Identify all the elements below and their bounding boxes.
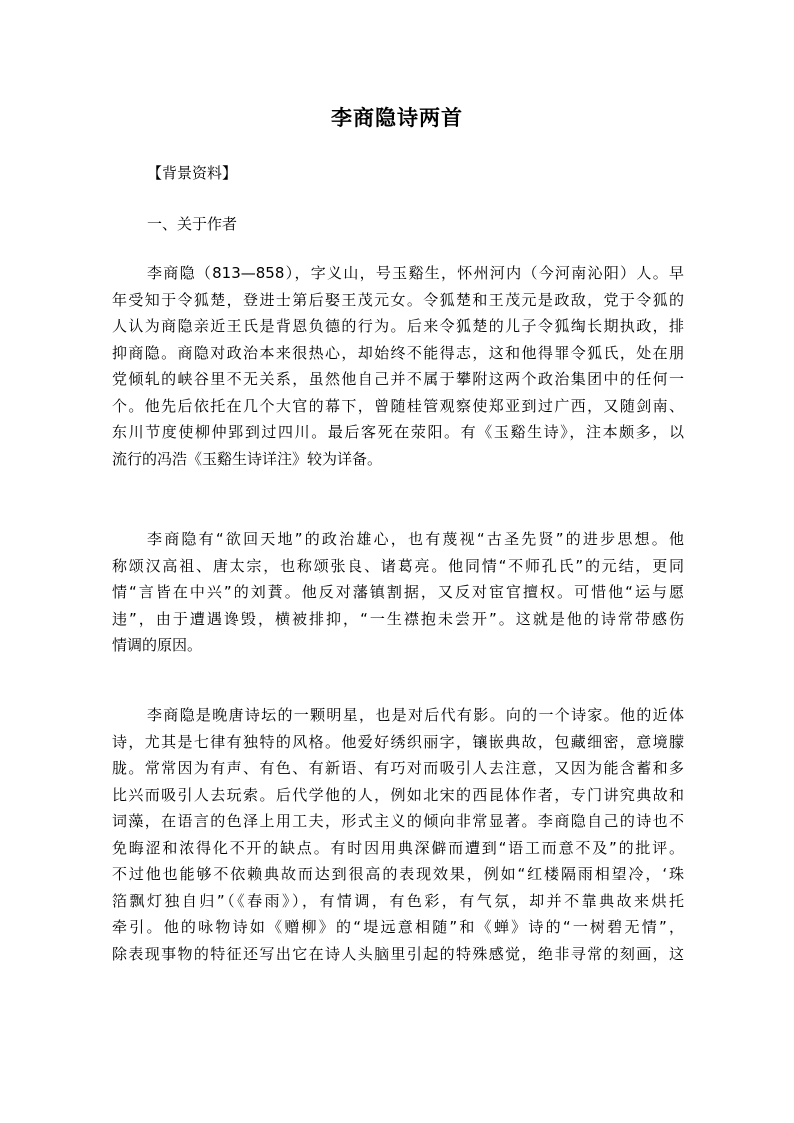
- paragraph-poetic-style: [112, 702, 684, 967]
- paragraph-author-bio: [112, 260, 684, 472]
- paragraph-line: 比兴而吸引人去玩索。后代学他的人，例如北宋的西昆体作者，专门讲究典故和: [112, 785, 684, 804]
- paragraph-line: 除表现事物的特征还写出它在诗人头脑里引起的特殊感觉，绝非寻常的刻画，这: [112, 944, 684, 963]
- paragraph-line: 免晦涩和浓得化不开的缺点。有时因用典深僻而遭到“语工而意不及”的批评。: [112, 838, 684, 857]
- paragraph-line: 称颂汉高祖、唐太宗，也称颂张良、诸葛亮。他同情“不师孔氏”的元结，更同: [112, 556, 684, 575]
- paragraph-line: 个。他先后依托在几个大官的幕下，曾随桂管观察使郑亚到过广西，又随剑南、: [112, 396, 684, 415]
- section-heading-background: 【背景资料】: [147, 164, 238, 182]
- paragraph-line: 违”，由于遭遇谗毁，横被排抑，“一生襟抱未尝开”。这就是他的诗常带感伤: [112, 609, 684, 628]
- paragraph-line: 抑商隐。商隐对政治本来很热心，却始终不能得志，这和他得罪令狐氏，处在朋: [112, 343, 684, 362]
- paragraph-line: 李商隐是晚唐诗坛的一颗明星，也是对后代有影。向的一个诗家。他的近体: [147, 706, 684, 724]
- paragraph-line: 箔飘灯独自归”（《春雨》），有情调，有色彩，有气氛，却并不靠典故来烘托: [112, 891, 684, 910]
- paragraph-line: 情“言皆在中兴”的刘蕡。他反对藩镇割据，又反对宦官擅权。可惜他“运与愿: [112, 583, 684, 601]
- paragraph-line: 人认为商隐亲近王氏是背恩负德的行为。后来令狐楚的儿子令狐绹长期执政，排: [112, 317, 684, 335]
- paragraph-line: 牵引。他的咏物诗如《赠柳》的“堤远意相随”和《蝉》诗的“一树碧无情”，: [112, 918, 684, 936]
- paragraph-line: 年受知于令狐楚，登进士第后娶王茂元女。令狐楚和王茂元是政敌，党于令狐的: [112, 290, 684, 309]
- paragraph-line: 流行的冯浩《玉谿生诗详注》较为详备。: [112, 449, 383, 468]
- paragraph-line: 党倾轧的峡谷里不无关系，虽然他自己并不属于攀附这两个政治集团中的任何一: [112, 370, 684, 388]
- subsection-heading-about-author: 一、关于作者: [147, 215, 238, 233]
- paragraph-political-ambition: [112, 526, 684, 659]
- paragraph-line: 东川节度使柳仲郢到过四川。最后客死在荥阳。有《玉谿生诗》，注本颇多，以: [112, 423, 684, 441]
- paragraph-line: 诗，尤其是七律有独特的风格。他爱好绣织丽字，镶嵌典故，包藏细密，意境朦: [112, 732, 684, 751]
- paragraph-line: 李商隐（813—858），字义山，号玉谿生，怀州河内（今河南沁阳）人。早: [147, 264, 684, 282]
- paragraph-line: 情调的原因。: [112, 636, 203, 654]
- paragraph-line: 李商隐有“欲回天地”的政治雄心，也有蔑视“古圣先贤”的进步思想。他: [147, 530, 684, 548]
- paragraph-line: 词藻，在语言的色泽上用工夫，形式主义的倾向非常显著。李商隐自己的诗也不: [112, 812, 684, 830]
- paragraph-line: 不过他也能够不依赖典故而达到很高的表现效果，例如“红楼隔雨相望冷，‘珠: [112, 865, 684, 883]
- paragraph-line: 胧。常常因为有声、有色、有新语、有巧对而吸引人去注意，又因为能含蓄和多: [112, 759, 684, 777]
- document-title: 李商隐诗两首: [331, 106, 463, 130]
